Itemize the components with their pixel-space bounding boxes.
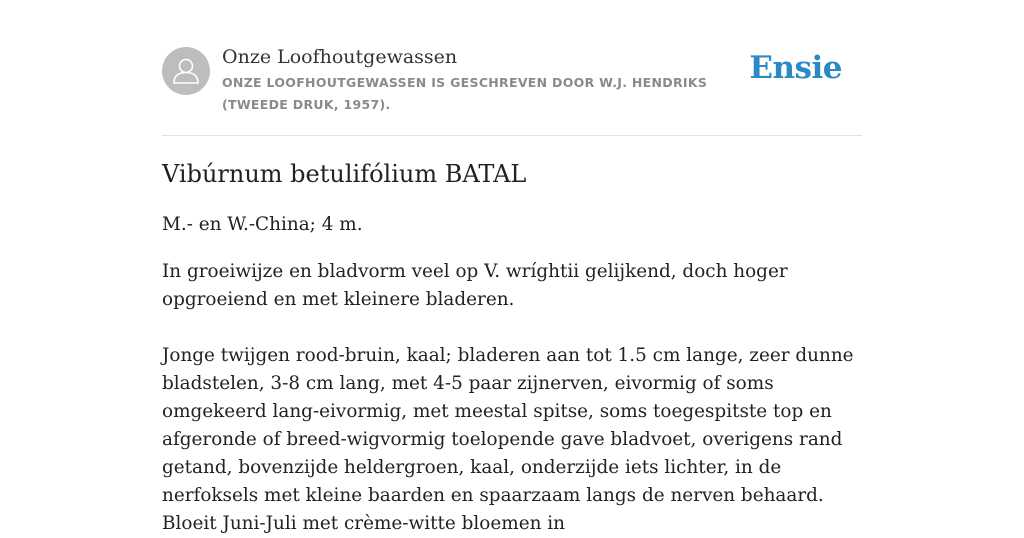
book-description: ONZE LOOFHOUTGEWASSEN IS GESCHREVEN DOOR W.J. HENDRIKS (TWEEDE DRUK, 1957).: [222, 75, 708, 112]
entry-body: [162, 211, 862, 538]
entry-paragraph-growth: In groeiwijze en bladvorm veel op V. wríghtii gelijkend, doch hoger opgroeiend en met kleinere bladeren.: [162, 261, 788, 310]
avatar[interactable]: [162, 47, 210, 95]
book-title[interactable]: Onze Loofhoutgewassen: [222, 46, 458, 68]
entry-paragraph-region: M.- en W.-China; 4 m.: [162, 214, 363, 235]
ensie-logo[interactable]: Ensie: [749, 50, 842, 86]
page: [162, 0, 862, 534]
user-icon: [162, 47, 210, 95]
header-divider: [162, 135, 862, 136]
header: [162, 46, 862, 136]
entry-title: Vibúrnum betulifólium BATAL: [162, 160, 527, 188]
entry-paragraph-description: Jonge twijgen rood-bruin, kaal; bladeren aan tot 1.5 cm lange, zeer dunne bladstelen, 3-8 cm lang, met 4-5 paar zijnerven, eivormig of soms omgekeerd lang-eivormig, met meestal spitse, soms toegespitste top en afgeronde of breed-wigvormig toelopende gave bladvoet, overigens rand getand, bovenzijde heldergroen, kaal, onderzijde iets lichter, in de nerfoksels met kleine baarden en spaarzaam langs de nerven behaard. Bloeit Juni-Juli met crème-witte bloemen in: [162, 345, 854, 534]
